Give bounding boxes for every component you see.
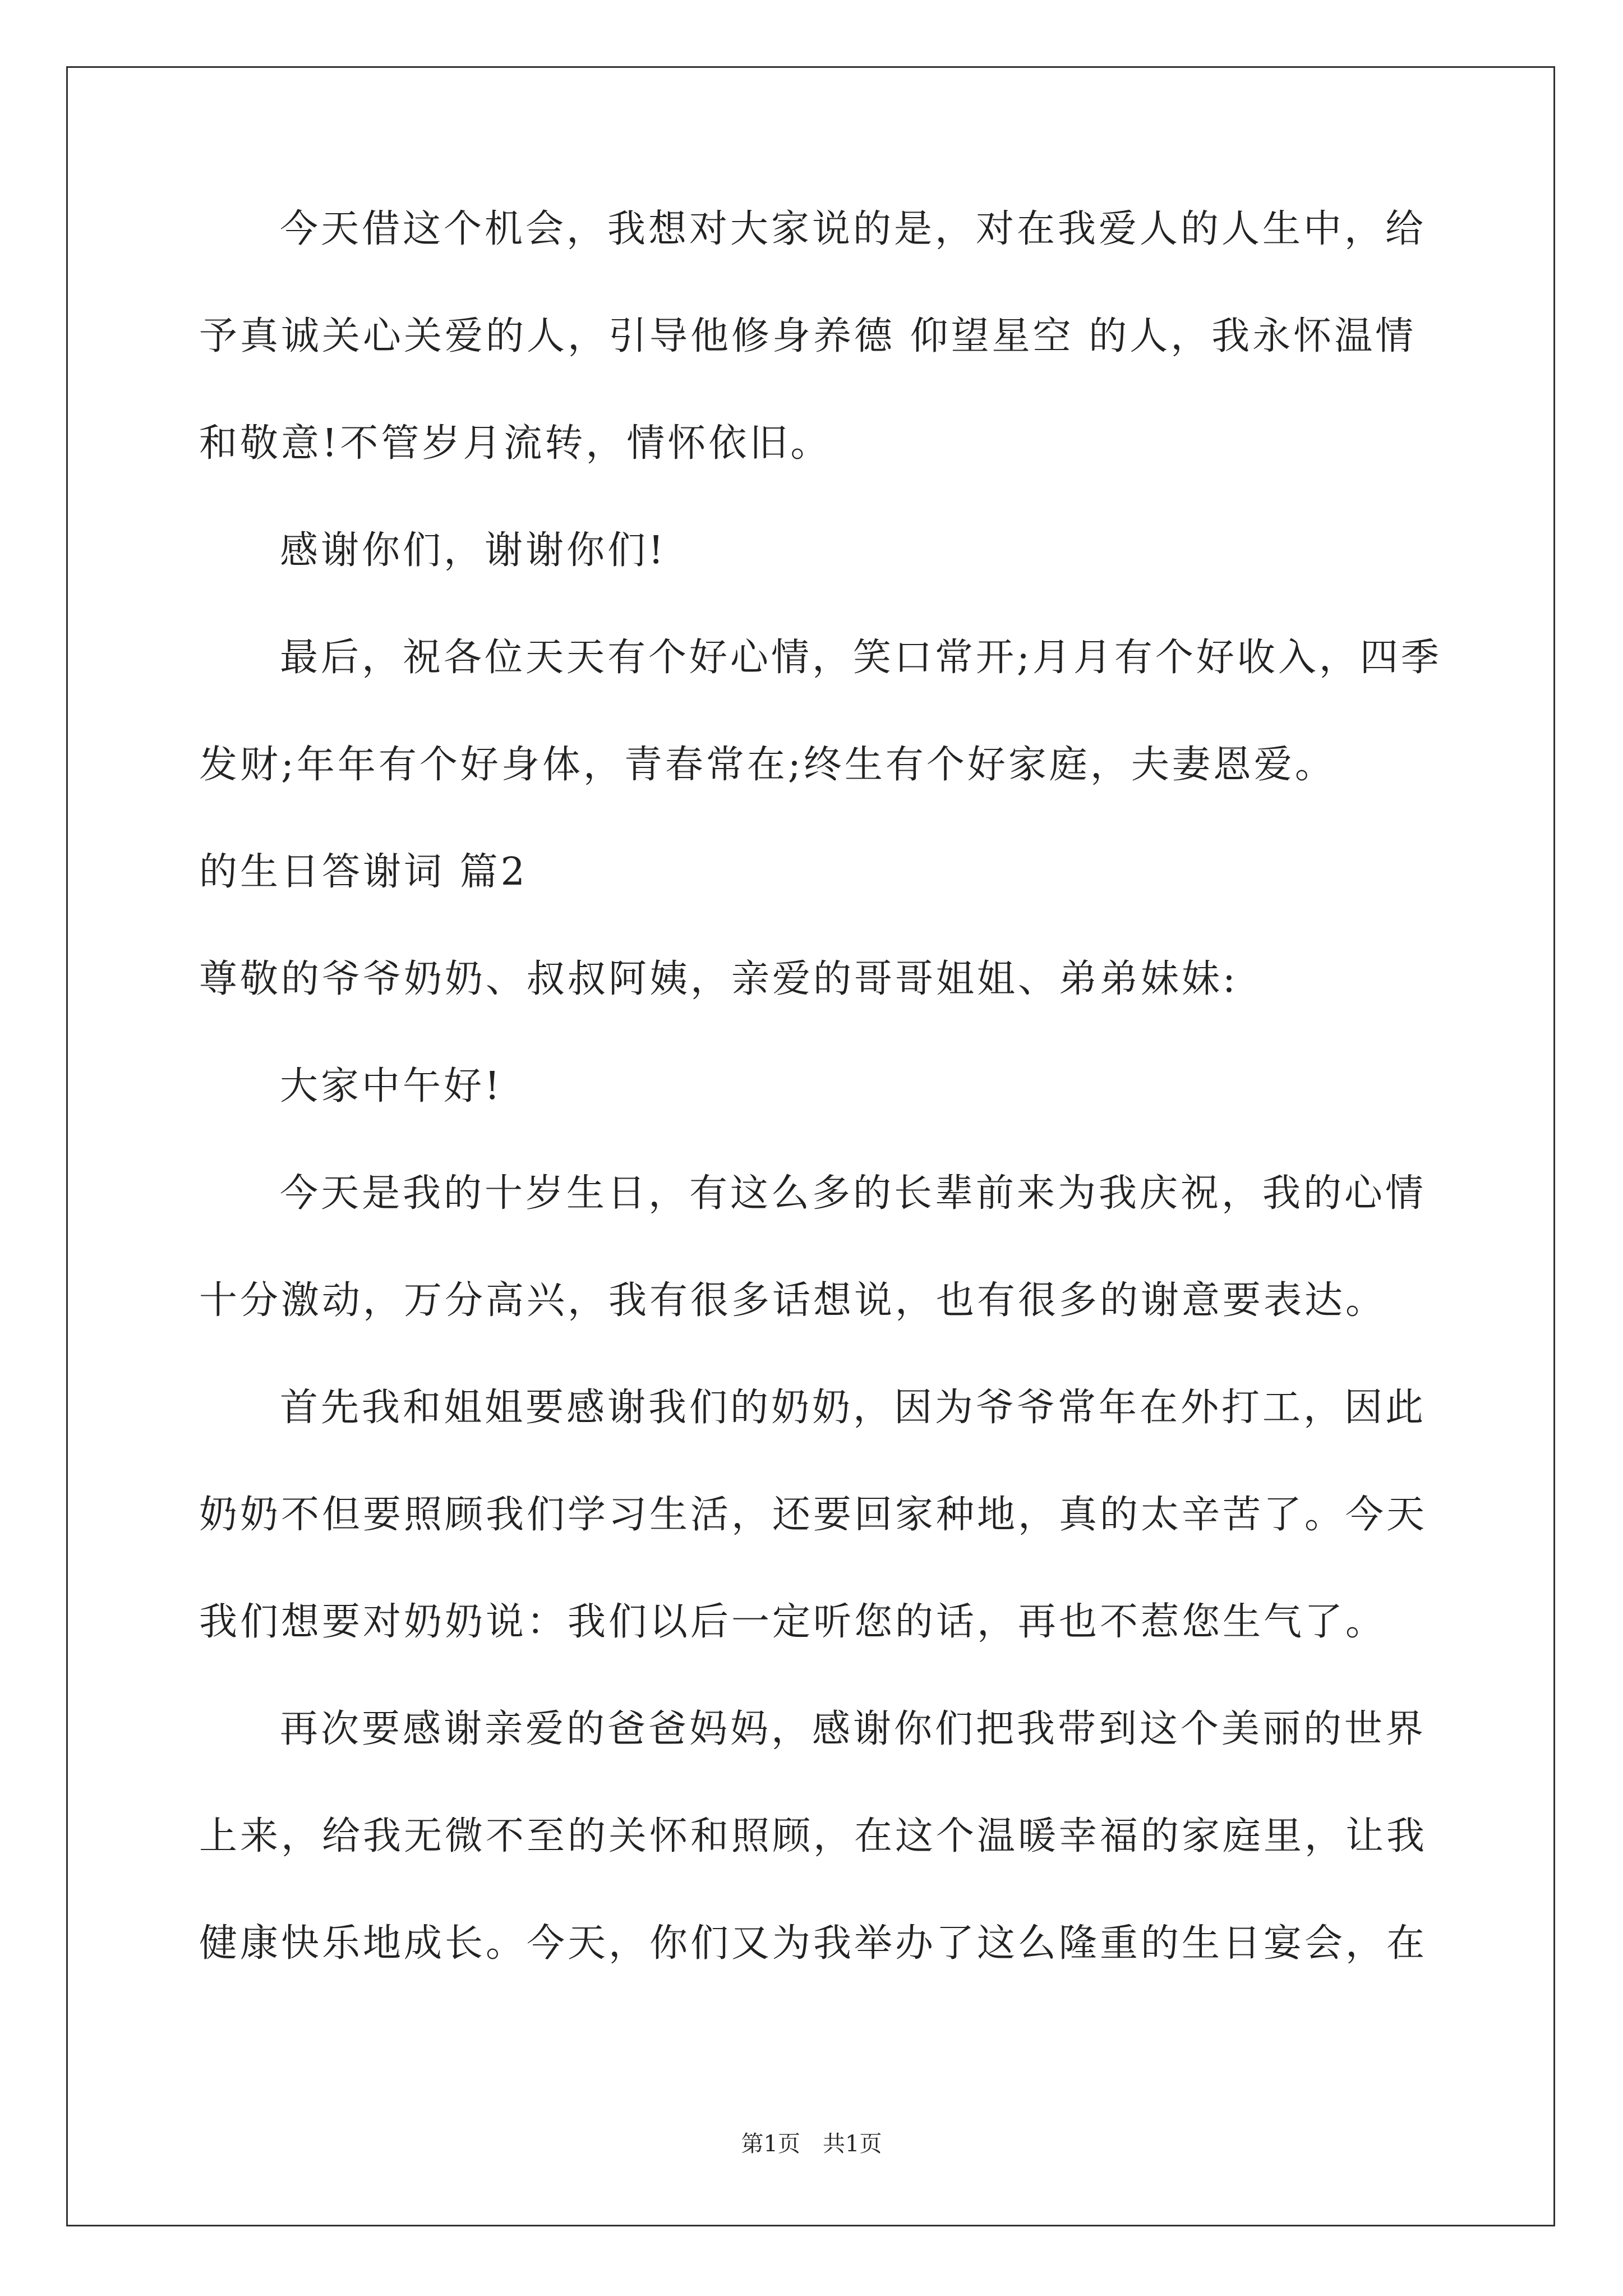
text-line: 予真诚关心关爱的人，引导他修身养德 仰望星空 的人，我永怀温情 xyxy=(199,314,1417,358)
page-number: 第1页 共1页 xyxy=(741,2131,882,2157)
text-line: 最后，祝各位天天有个好心情，笑口常开;月月有个好收入，四季 xyxy=(280,636,1442,680)
text-line: 今天借这个机会，我想对大家说的是，对在我爱人的人生中，给 xyxy=(280,207,1427,251)
text-line: 奶奶不但要照顾我们学习生活，还要回家种地，真的太辛苦了。今天 xyxy=(199,1493,1428,1537)
text-line: 发财;年年有个好身体，青春常在;终生有个好家庭，夫妻恩爱。 xyxy=(199,743,1336,787)
text-line: 感谢你们，谢谢你们! xyxy=(280,528,667,573)
text-line: 我们想要对奶奶说：我们以后一定听您的话，再也不惹您生气了。 xyxy=(199,1600,1387,1644)
text-line: 和敬意!不管岁月流转，情怀依旧。 xyxy=(199,421,832,466)
text-line: 十分激动，万分高兴，我有很多话想说，也有很多的谢意要表达。 xyxy=(199,1278,1387,1323)
text-line: 健康快乐地成长。今天，你们又为我举办了这么隆重的生日宴会，在 xyxy=(199,1921,1428,1966)
text-line: 首先我和姐姐要感谢我们的奶奶，因为爷爷常年在外打工，因此 xyxy=(280,1386,1427,1430)
page-border xyxy=(66,66,1555,2226)
text-line: 再次要感谢亲爱的爸爸妈妈，感谢你们把我带到这个美丽的世界 xyxy=(280,1707,1427,1751)
section-heading: 的生日答谢词 篇2 xyxy=(199,850,528,894)
text-line: 今天是我的十岁生日，有这么多的长辈前来为我庆祝，我的心情 xyxy=(280,1171,1427,1216)
text-line: 大家中午好! xyxy=(280,1064,503,1108)
text-line: 上来，给我无微不至的关怀和照顾，在这个温暖幸福的家庭里，让我 xyxy=(199,1814,1428,1858)
salutation: 尊敬的爷爷奶奶、叔叔阿姨，亲爱的哥哥姐姐、弟弟妹妹: xyxy=(199,957,1238,1001)
